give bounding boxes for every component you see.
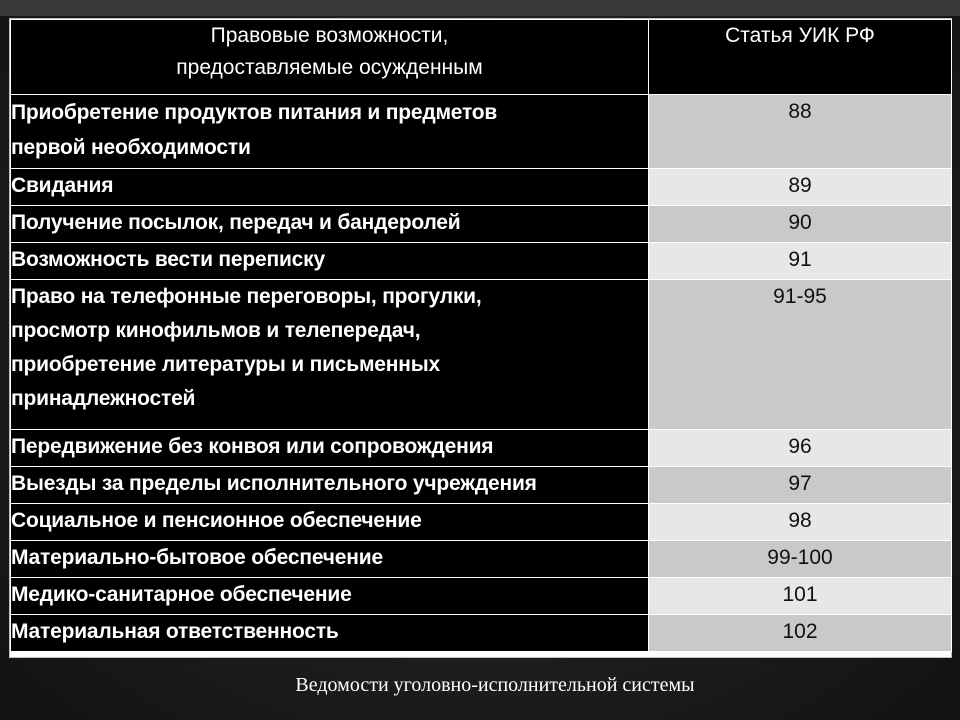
rights-table-container [9, 18, 952, 658]
table-row [11, 467, 952, 504]
table-row [11, 206, 952, 243]
row-right-cell: Материальная ответственность [11, 615, 649, 652]
row-article-cell: 99-100 [649, 541, 952, 578]
header-article-label: Статья УИК РФ [725, 24, 875, 47]
rights-table [10, 19, 952, 652]
header-rights [11, 20, 649, 95]
row-article-cell: 90 [649, 206, 952, 243]
row-article-cell: 97 [649, 467, 952, 504]
table-row [11, 169, 952, 206]
table-header-row [11, 20, 952, 95]
table-row [11, 615, 952, 652]
source-caption: Ведомости уголовно-исполнительной системы [295, 674, 695, 696]
row-right-cell: Возможность вести переписку [11, 243, 649, 280]
row-article-cell: 101 [649, 578, 952, 615]
row-right-cell: Выезды за пределы исполнительного учреждения [11, 467, 649, 504]
row-right-cell: Получение посылок, передач и бандеролей [11, 206, 649, 243]
row-right-cell: Социальное и пенсионное обеспечение [11, 504, 649, 541]
row-article-cell: 96 [649, 430, 952, 467]
row-right-cell: Материально-бытовое обеспечение [11, 541, 649, 578]
row-article-cell: 91-95 [649, 280, 952, 430]
top-band [0, 0, 960, 16]
table-row [11, 243, 952, 280]
row-right-cell: Медико-санитарное обеспечение [11, 578, 649, 615]
row-article-cell: 88 [649, 95, 952, 169]
row-right-cell: Приобретение продуктов питания и предметов первой необходимости [11, 95, 649, 169]
table-row [11, 541, 952, 578]
table-row [11, 280, 952, 430]
table-row [11, 504, 952, 541]
table-row [11, 95, 952, 169]
row-right-cell: Передвижение без конвоя или сопровождения [11, 430, 649, 467]
row-right-cell: Свидания [11, 169, 649, 206]
table-row [11, 430, 952, 467]
row-article-cell: 102 [649, 615, 952, 652]
header-rights-line1: Правовые возможности, предоставляемые осужденным [176, 24, 483, 79]
row-article-cell: 98 [649, 504, 952, 541]
table-row [11, 578, 952, 615]
row-right-cell: Право на телефонные переговоры, прогулки, просмотр кинофильмов и телепередач, приобретение литературы и письменных принадлежностей [11, 280, 649, 430]
header-article [649, 20, 952, 95]
row-article-cell: 91 [649, 243, 952, 280]
row-article-cell: 89 [649, 169, 952, 206]
